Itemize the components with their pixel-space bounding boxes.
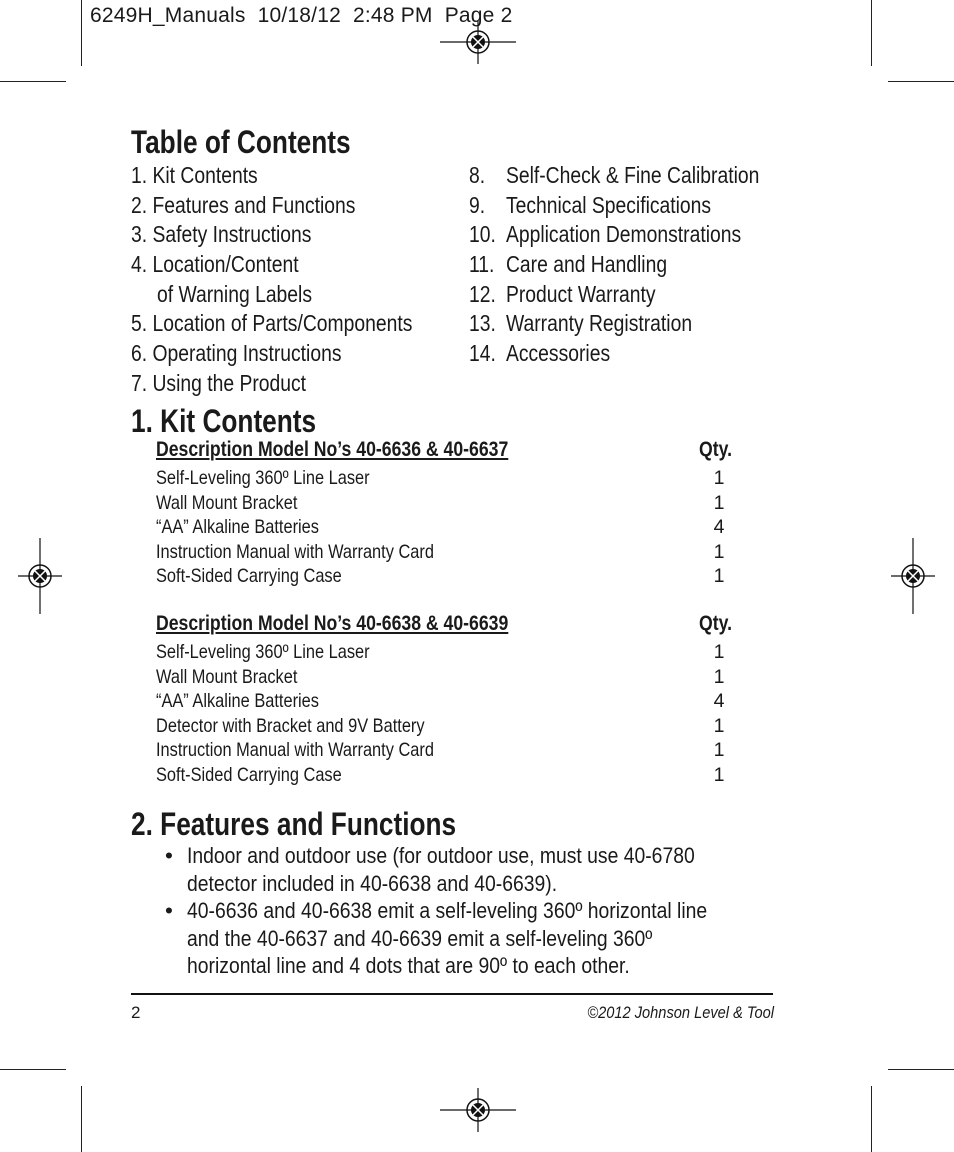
registration-mark-icon [18, 536, 62, 616]
feature-text-line: and the 40-6637 and 40-6639 emit a self-leveling 360º [187, 925, 653, 951]
feature-text-line: Indoor and outdoor use (for outdoor use, must use 40-6780 [187, 843, 695, 868]
page-number: 2 [131, 1003, 141, 1022]
table-row [156, 738, 741, 763]
toc-item-number: 9. [469, 191, 486, 218]
toc-item-number: 14. [469, 340, 496, 367]
kit-item-qty: 1 [713, 714, 725, 737]
table-row [156, 540, 741, 565]
toc-item-label: Application Demonstrations [505, 221, 742, 248]
crop-mark-bottom-right-horizontal [888, 1069, 954, 1070]
kit-item-qty: 1 [713, 565, 725, 588]
kit-table-40-6638-6639 [156, 612, 741, 788]
features-heading [131, 806, 528, 843]
toc-item-number: 10. [469, 221, 496, 248]
crop-mark-top-left-vertical [81, 0, 82, 66]
toc-item-number: 8. [469, 162, 486, 188]
toc-item-care[interactable] [469, 250, 815, 280]
registration-mark-icon [438, 20, 518, 64]
crop-mark-top-right-horizontal [888, 81, 954, 82]
kit-item-description: Wall Mount Bracket [156, 491, 298, 514]
toc-item-label: Care and Handling [505, 251, 668, 278]
kit-contents-heading [131, 403, 357, 440]
toc-item-label: 2. Features and Functions [131, 191, 356, 218]
toc-heading [131, 124, 399, 161]
toc-item-label: of Warning Labels [157, 280, 313, 307]
toc-item-warranty[interactable] [469, 280, 815, 310]
crop-mark-bottom-left-horizontal [0, 1069, 66, 1070]
toc-item-label: Self-Check & Fine Calibration [505, 162, 760, 188]
crop-mark-bottom-right-vertical [871, 1086, 872, 1152]
toc-item-label: Technical Specifications [505, 191, 712, 218]
kit-item-qty: 1 [713, 641, 725, 663]
crop-mark-bottom-left-vertical [81, 1086, 82, 1152]
kit-table-40-6636-6637 [156, 438, 741, 589]
copyright-text: ©2012 Johnson Level & Tool [587, 1003, 774, 1022]
kit-item-description: Wall Mount Bracket [156, 665, 298, 688]
registration-mark-icon [891, 536, 935, 616]
toc-item-features[interactable] [131, 191, 466, 221]
toc-item-registration[interactable] [469, 309, 815, 339]
kit-item-description: Soft-Sided Carrying Case [156, 763, 342, 786]
kit-item-qty: 1 [713, 540, 725, 563]
bullet: • [165, 843, 173, 868]
kit-item-qty: 1 [713, 467, 725, 489]
kit-item-description: Detector with Bracket and 9V Battery [156, 714, 425, 737]
table-row [156, 491, 741, 516]
kit-table-qty-header: Qty. [699, 612, 733, 635]
table-row [156, 714, 741, 739]
toc-item-parts[interactable] [131, 309, 466, 339]
kit-table-header [156, 612, 741, 640]
toc-item-operating[interactable] [131, 339, 466, 369]
toc-item-number: 11. [469, 251, 495, 278]
toc-item-label: 4. Location/Content [131, 251, 299, 278]
kit-item-qty: 1 [713, 763, 725, 786]
toc-item-calibration[interactable] [469, 161, 815, 191]
toc-item-specifications[interactable] [469, 191, 815, 221]
toc-item-label: Product Warranty [505, 280, 656, 307]
crop-mark-top-left-horizontal [0, 81, 66, 82]
toc-item-accessories[interactable] [469, 339, 815, 369]
print-slug: 6249H_Manuals 10/18/12 2:48 PM Page 2 [90, 4, 513, 27]
toc-item-label: Warranty Registration [505, 310, 693, 337]
toc-title: Table of Contents [131, 124, 351, 160]
toc-item-label: 7. Using the Product [131, 369, 307, 396]
toc-left-column [131, 161, 466, 399]
toc-item-warning-labels-cont[interactable] [131, 280, 466, 310]
table-row [156, 515, 741, 540]
toc-item-safety[interactable] [131, 220, 466, 250]
toc-item-label: 3. Safety Instructions [131, 221, 312, 248]
toc-item-kit-contents[interactable] [131, 161, 466, 191]
toc-item-label: 5. Location of Parts/Components [131, 310, 413, 337]
feature-text-line: horizontal line and 4 dots that are 90º to each other. [187, 953, 630, 978]
toc-item-label: 1. Kit Contents [131, 162, 258, 188]
toc-item-warning-labels[interactable] [131, 250, 466, 280]
kit-item-description: Self-Leveling 360º Line Laser [156, 641, 370, 663]
kit-contents-title: 1. Kit Contents [131, 403, 317, 439]
kit-item-qty: 1 [713, 665, 725, 688]
toc-item-number: 12. [469, 280, 496, 307]
toc-item-number: 13. [469, 310, 496, 337]
features-title: 2. Features and Functions [131, 806, 457, 842]
table-row [156, 640, 741, 665]
footer-divider [131, 993, 773, 995]
toc-item-using[interactable] [131, 369, 466, 399]
crop-mark-top-right-vertical [871, 0, 872, 66]
kit-item-description: Self-Leveling 360º Line Laser [156, 467, 370, 489]
table-row [156, 689, 741, 714]
table-row [156, 763, 741, 788]
kit-table-description-header: Description Model No’s 40-6638 & 40-6639 [156, 612, 509, 635]
kit-item-description: “AA” Alkaline Batteries [156, 690, 319, 713]
kit-item-qty: 1 [713, 739, 725, 762]
feature-text-line: 40-6636 and 40-6638 emit a self-leveling 360º horizontal line [187, 898, 708, 923]
bullet: • [165, 898, 173, 923]
list-item [165, 897, 775, 980]
kit-item-qty: 4 [713, 516, 725, 539]
features-list [165, 842, 775, 980]
toc-item-demonstrations[interactable] [469, 220, 815, 250]
kit-item-qty: 4 [713, 690, 725, 713]
copyright-notice [557, 1003, 774, 1023]
registration-mark-icon [438, 1088, 518, 1132]
table-row [156, 665, 741, 690]
table-row [156, 466, 741, 491]
kit-table-qty-header: Qty. [699, 438, 733, 461]
kit-item-qty: 1 [713, 491, 725, 514]
toc-right-column [469, 161, 815, 369]
kit-item-description: Instruction Manual with Warranty Card [156, 739, 434, 762]
kit-item-description: “AA” Alkaline Batteries [156, 516, 319, 539]
kit-table-description-header: Description Model No’s 40-6636 & 40-6637 [156, 438, 509, 461]
kit-table-header [156, 438, 741, 466]
kit-item-description: Soft-Sided Carrying Case [156, 565, 342, 588]
toc-item-label: 6. Operating Instructions [131, 340, 342, 367]
list-item [165, 842, 775, 897]
table-row [156, 564, 741, 589]
toc-item-label: Accessories [505, 340, 611, 367]
kit-item-description: Instruction Manual with Warranty Card [156, 540, 434, 563]
feature-text-line: detector included in 40-6638 and 40-6639). [187, 870, 558, 896]
